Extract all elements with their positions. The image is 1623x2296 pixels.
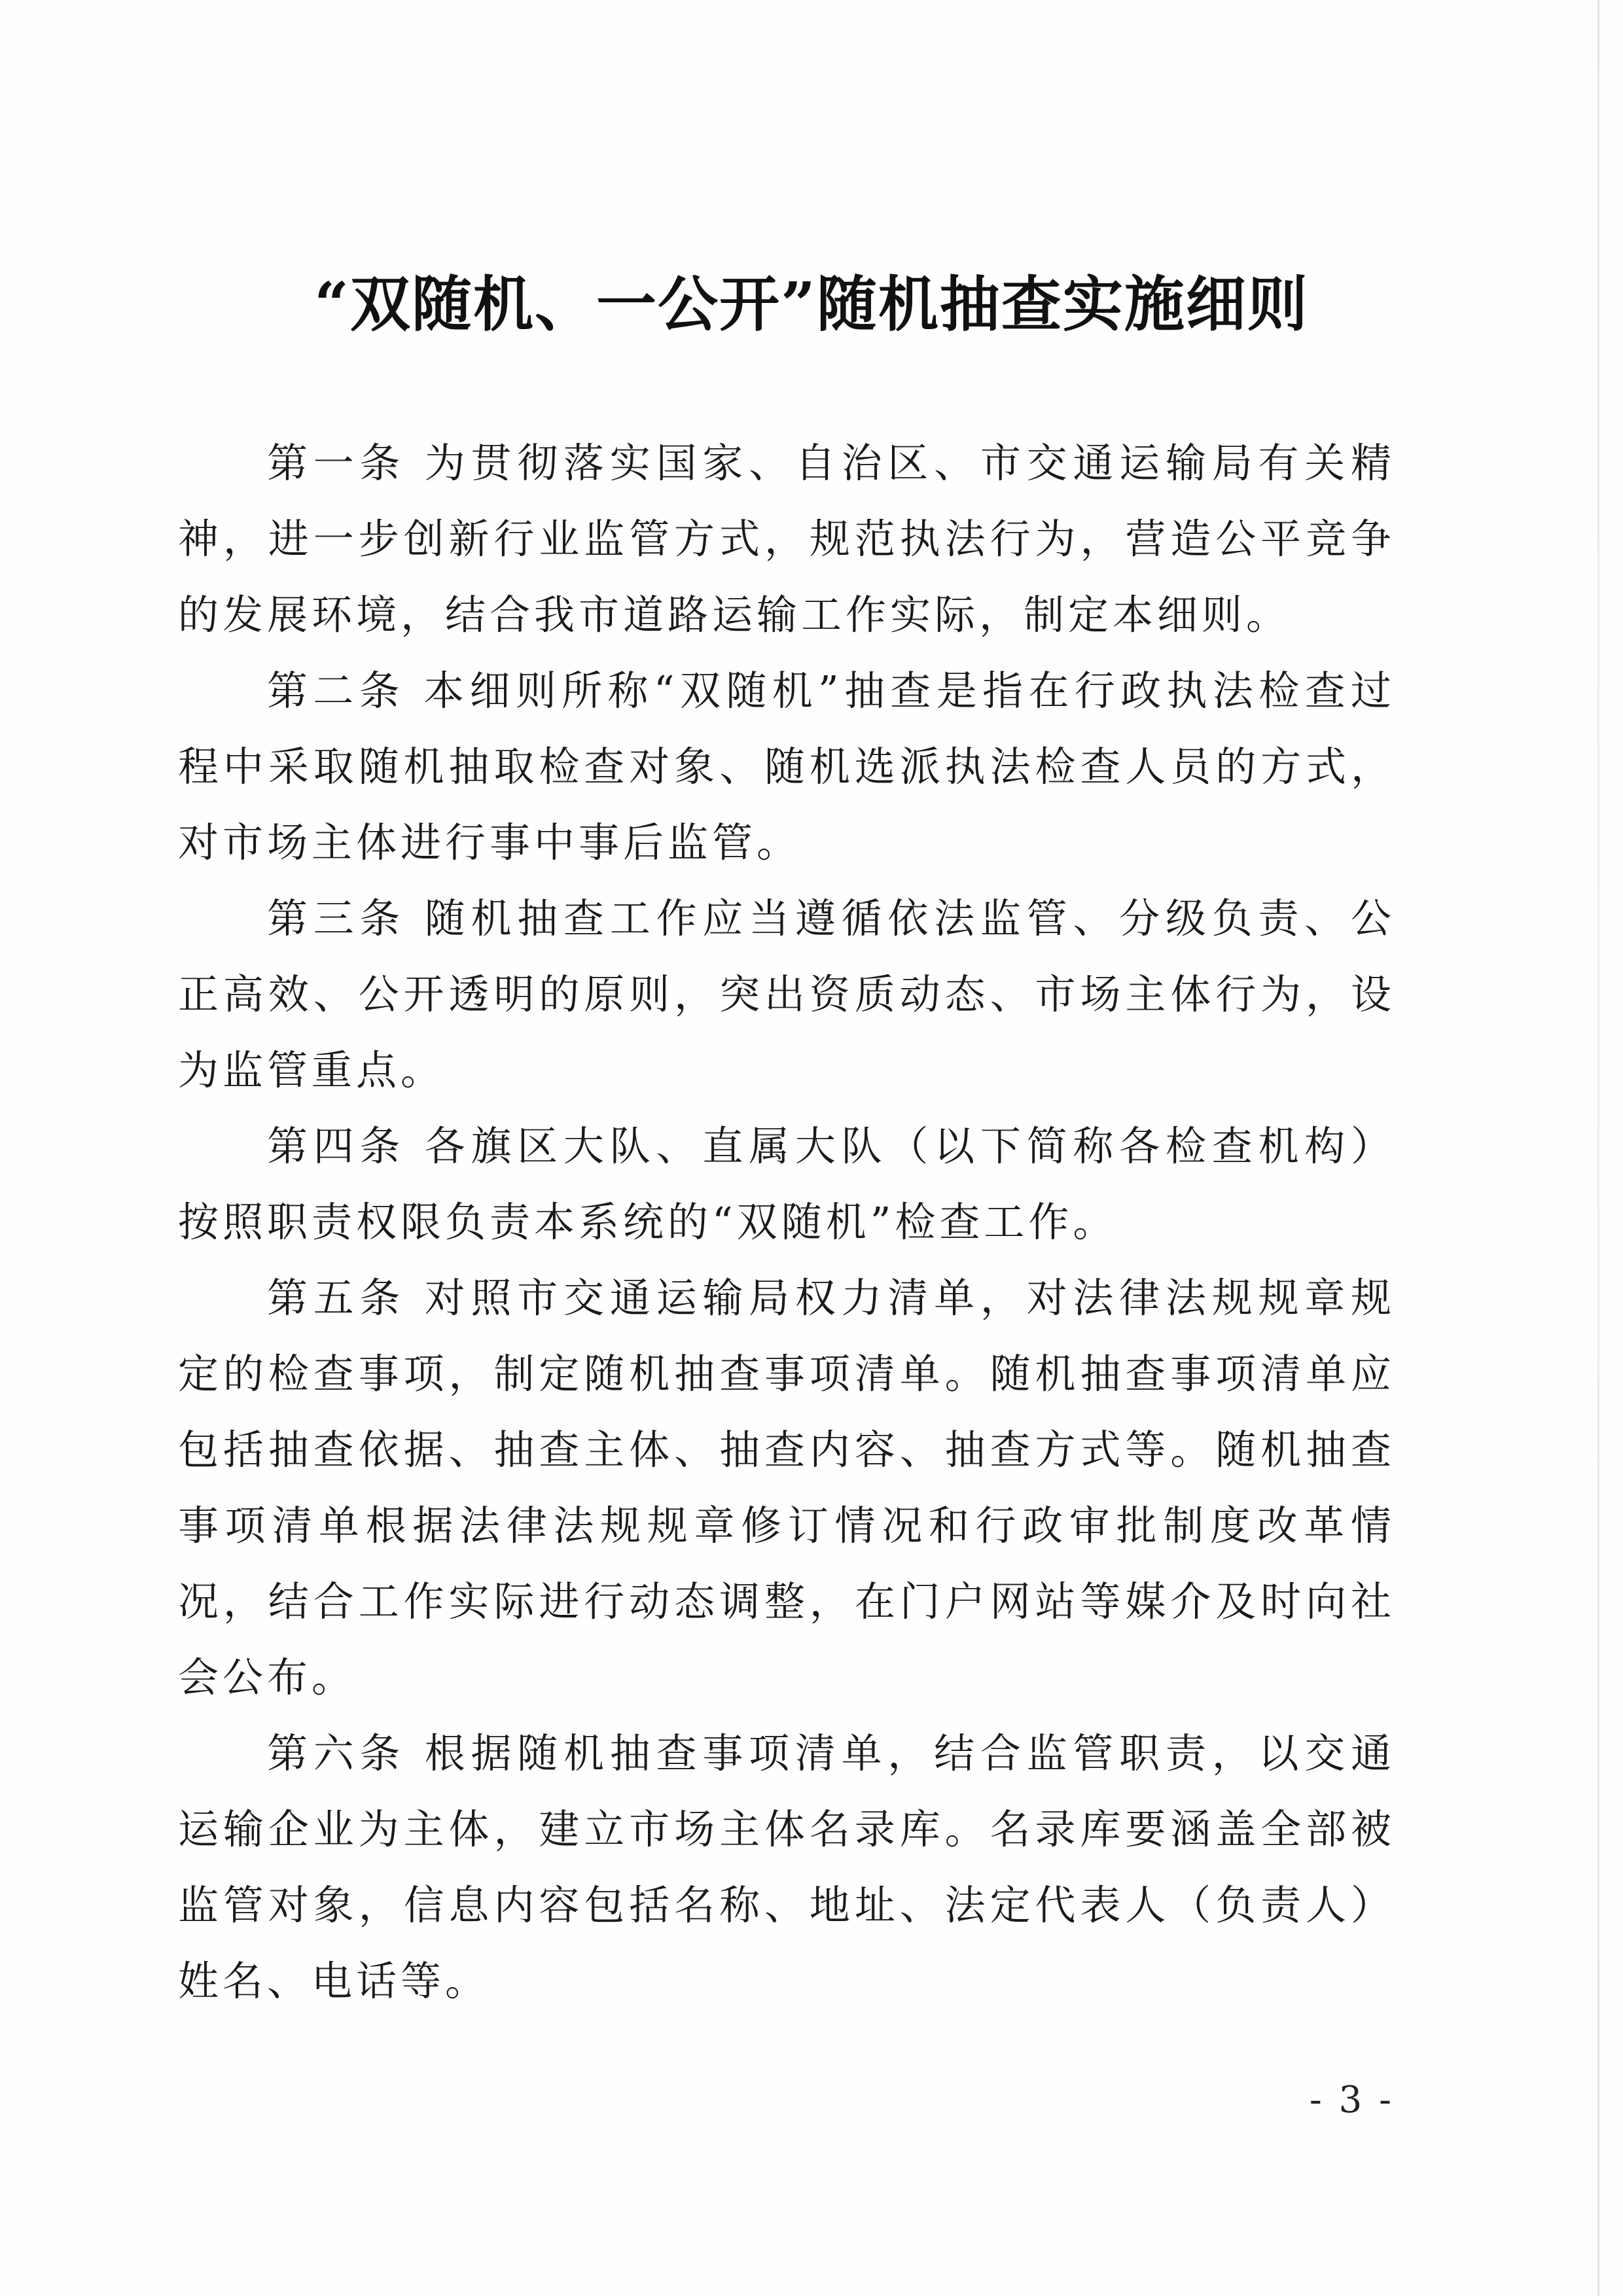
article-1: 第一条 为贯彻落实国家、自治区、市交通运输局有关精神，进一步创新行业监管方式，规范执法行为，营造公平竞争的发展环境，结合我市道路运输工作实际，制定本细则。 (178, 439, 1395, 639)
page-number: - 3 - (1309, 2079, 1394, 2121)
article-3: 第三条 随机抽查工作应当遵循依法监管、分级负责、公正高效、公开透明的原则，突出资质动态、市场主体行为，设为监管重点。 (178, 894, 1395, 1094)
article-4: 第四条 各旗区大队、直属大队（以下简称各检查机构）按照职责权限负责本系统的“双随机”检查工作。 (178, 1122, 1395, 1246)
document-body (178, 425, 1395, 2019)
article-5: 第五条 对照市交通运输局权力清单，对法律法规规章规定的检查事项，制定随机抽查事项清单。随机抽查事项清单应包括抽查依据、抽查主体、抽查内容、抽查方式等。随机抽查事项清单根据法律法规规章修订情况和行政审批制度改革情况，结合工作实际进行动态调整，在门户网站等媒介及时向社会公布。 (178, 1274, 1395, 1701)
article-2: 第二条 本细则所称“双随机”抽查是指在行政执法检查过程中采取随机抽取检查对象、随机选派执法检查人员的方式，对市场主体进行事中事后监管。 (178, 667, 1395, 866)
document-title: “双随机、一公开”随机抽查实施细则 (314, 269, 1309, 340)
article-6: 第六条 根据随机抽查事项清单，结合监管职责，以交通运输企业为主体，建立市场主体名录库。名录库要涵盖全部被监管对象，信息内容包括名称、地址、法定代表人（负责人）姓名、电话等。 (178, 1729, 1395, 2005)
